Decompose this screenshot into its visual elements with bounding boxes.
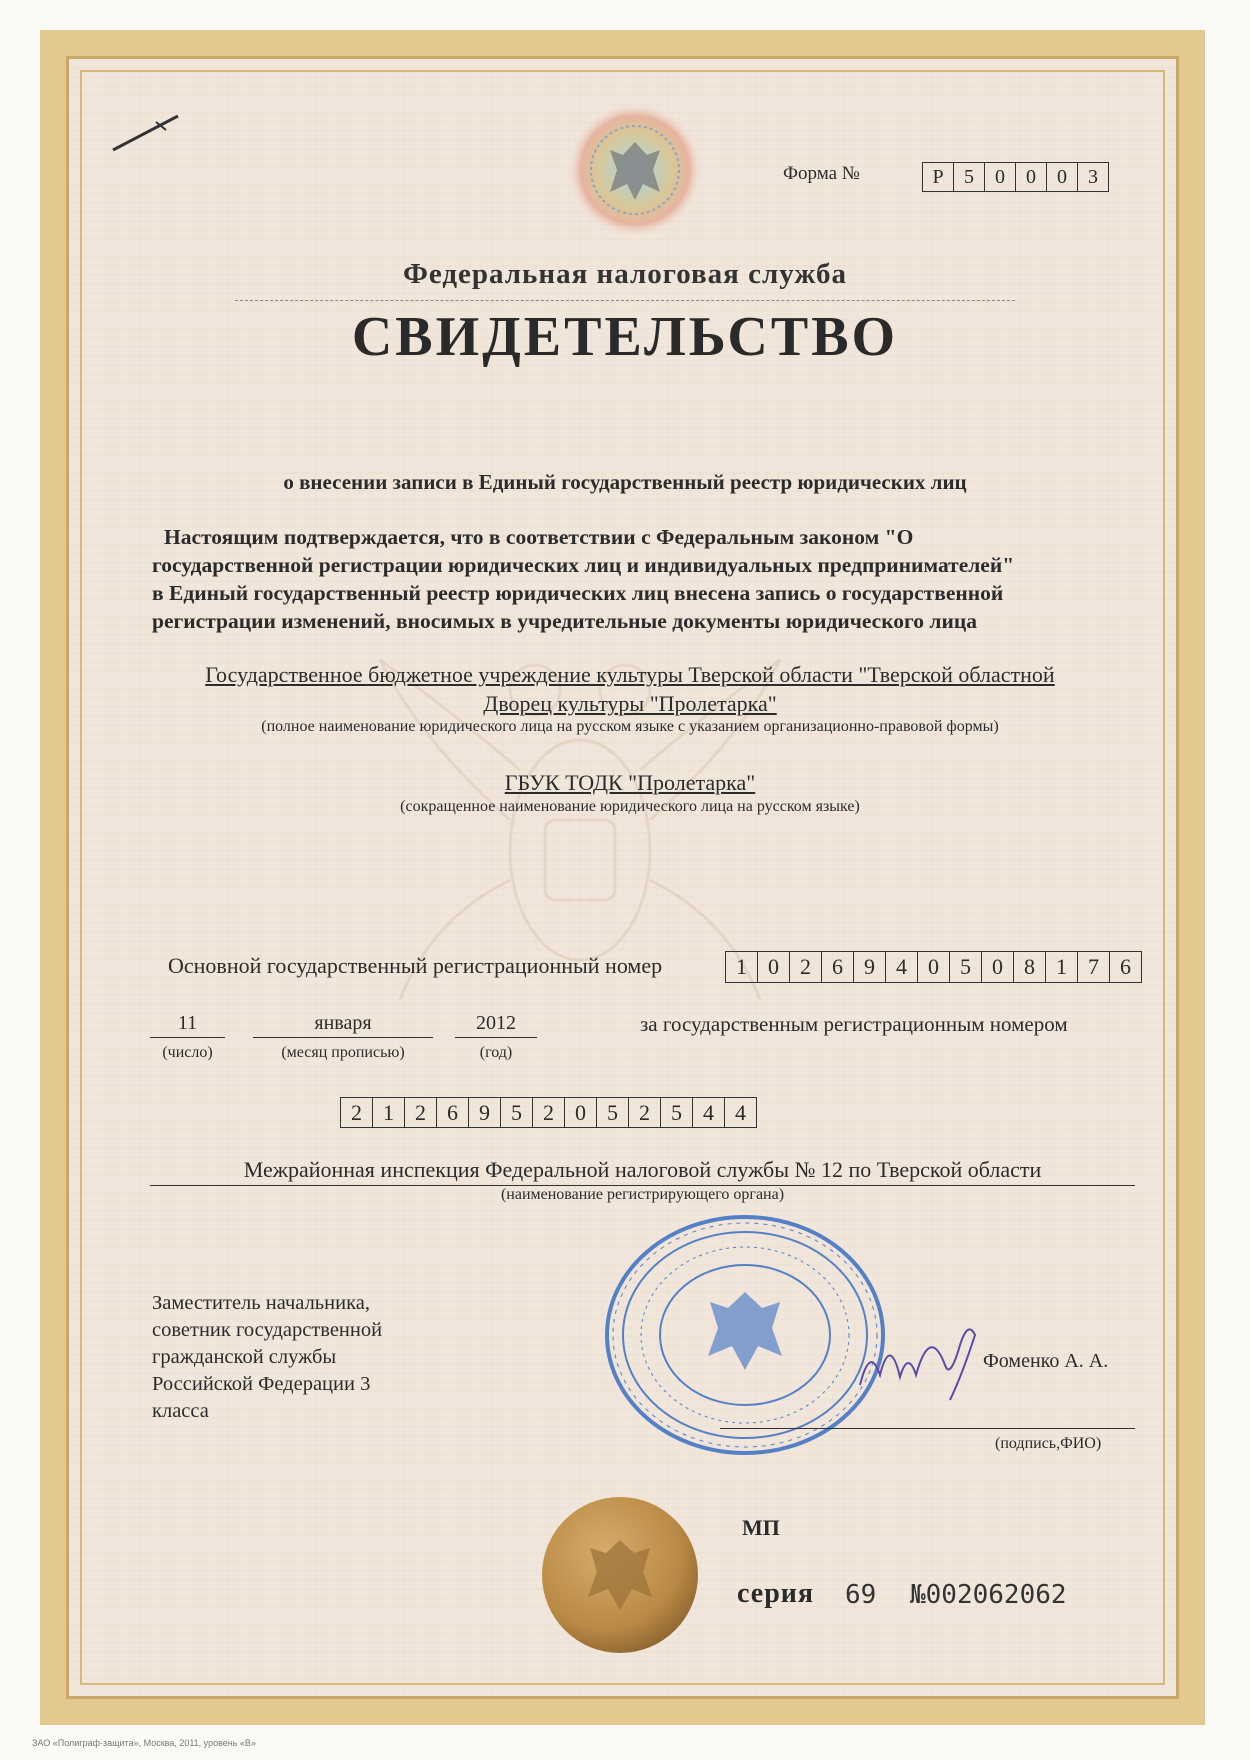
grn-digit-boxes [340, 1097, 757, 1128]
printer-note: ЗАО «Полиграф-защита», Москва, 2011, уровень «В» [32, 1738, 256, 1748]
gold-seal-icon [540, 1495, 700, 1655]
ogrn-digit: 1 [1046, 952, 1078, 982]
ogrn-digit: 2 [790, 952, 822, 982]
grn-digit: 2 [629, 1098, 661, 1127]
date-month-caption: (месяц прописью) [281, 1044, 405, 1061]
series-number: 69 [845, 1580, 877, 1610]
ogrn-digit: 6 [1120, 954, 1131, 979]
form-code-boxes [922, 162, 1109, 192]
official-stamp-icon [600, 1210, 890, 1460]
position-line: Российской Федерации 3 [152, 1373, 371, 1395]
grn-digit: 5 [661, 1098, 693, 1127]
statement-line: регистрации изменений, вносимых в учредительные документы юридического лица [152, 609, 977, 633]
position-line: советник государственной [152, 1319, 383, 1341]
date-month-field [253, 1012, 433, 1062]
mp-label: МП [742, 1515, 780, 1540]
ogrn-digit: 0 [758, 952, 790, 982]
date-day-caption: (число) [162, 1044, 213, 1061]
ogrn-digit: 5 [950, 952, 982, 982]
grn-digit: 6 [437, 1098, 469, 1127]
series-label: серия [737, 1578, 815, 1609]
position-line: класса [152, 1400, 209, 1422]
ogrn-digit: 7 [1078, 952, 1110, 982]
document-number: №002062062 [910, 1580, 1067, 1610]
org-full-name-line: Дворец культуры "Пролетарка" [483, 691, 777, 716]
ogrn-digit: 9 [854, 952, 886, 982]
ogrn-digit: 0 [982, 952, 1014, 982]
grn-digit: 2 [533, 1098, 565, 1127]
date-day-field [150, 1012, 225, 1062]
grn-digit: 4 [693, 1098, 725, 1127]
registering-authority: Межрайонная инспекция Федеральной налоговой службы № 12 по Тверской области [150, 1157, 1135, 1186]
position-line: гражданской службы [152, 1346, 337, 1368]
agency-title: Федеральная налоговая служба [402, 258, 848, 290]
ogrn-digit: 4 [886, 952, 918, 982]
pen-mark [108, 108, 188, 158]
ogrn-label: Основной государственный регистрационный номер [168, 953, 663, 978]
form-code-char: 5 [954, 163, 985, 191]
date-year-caption: (год) [479, 1044, 513, 1061]
date-month: января [253, 1012, 433, 1038]
handwritten-signature [850, 1305, 990, 1415]
signature-caption: (подпись,ФИО) [995, 1435, 1102, 1452]
grn-digit: 1 [373, 1098, 405, 1127]
certificate-subtitle: о внесении записи в Единый государственный реестр юридических лиц [283, 470, 967, 494]
form-code-char: 0 [985, 163, 1016, 191]
grn-digit: 4 [735, 1099, 746, 1125]
grn-label: за государственным регистрационным номером [640, 1012, 1068, 1036]
signatory-name: Фоменко А. А. [983, 1350, 1109, 1372]
grn-digit: 2 [341, 1098, 373, 1127]
ogrn-digit-boxes [725, 951, 1142, 983]
title-divider [235, 300, 1015, 301]
form-label: Форма № [783, 163, 860, 184]
ogrn-digit: 8 [1014, 952, 1046, 982]
certificate-title: СВИДЕТЕЛЬСТВО [351, 306, 899, 368]
grn-digit: 9 [469, 1098, 501, 1127]
grn-digit: 5 [501, 1098, 533, 1127]
grn-digit: 2 [405, 1098, 437, 1127]
statement-line: государственной регистрации юридических лиц и индивидуальных предпринимателей" [152, 553, 1015, 577]
signature-line [720, 1428, 1135, 1429]
registering-authority-caption: (наименование регистрирующего органа) [500, 1186, 785, 1203]
organization-full-name [150, 660, 1110, 718]
form-code-char: 3 [1088, 165, 1098, 188]
statement-line: Настоящим подтверждается, что в соответствии с Федеральным законом "О [164, 525, 914, 549]
form-code-char: 0 [1016, 163, 1047, 191]
position-line: Заместитель начальника, [152, 1292, 370, 1314]
ogrn-digit: 1 [726, 952, 758, 982]
statement-line: в Единый государственный реестр юридических лиц внесена запись о государственной [152, 581, 1004, 605]
date-year-field [455, 1012, 537, 1062]
signatory-position [152, 1290, 442, 1425]
form-code-char: 0 [1047, 163, 1078, 191]
grn-digit: 0 [565, 1098, 597, 1127]
date-day: 11 [150, 1012, 225, 1038]
ogrn-digit: 0 [918, 952, 950, 982]
date-year: 2012 [455, 1012, 537, 1038]
hologram-emblem-icon [565, 100, 705, 240]
organization-full-name-caption: (полное наименование юридического лица на русском языке с указанием организационно-правовой формы) [261, 718, 999, 735]
ogrn-digit: 6 [822, 952, 854, 982]
grn-digit: 5 [597, 1098, 629, 1127]
org-full-name-line: Государственное бюджетное учреждение культуры Тверской области "Тверской областной [205, 662, 1055, 687]
organization-short-name-caption: (сокращенное наименование юридического лица на русском языке) [400, 798, 860, 815]
organization-short-name: ГБУК ТОДК "Пролетарка" [504, 770, 756, 795]
form-code-char: Р [923, 163, 954, 191]
certification-statement [152, 523, 1122, 635]
